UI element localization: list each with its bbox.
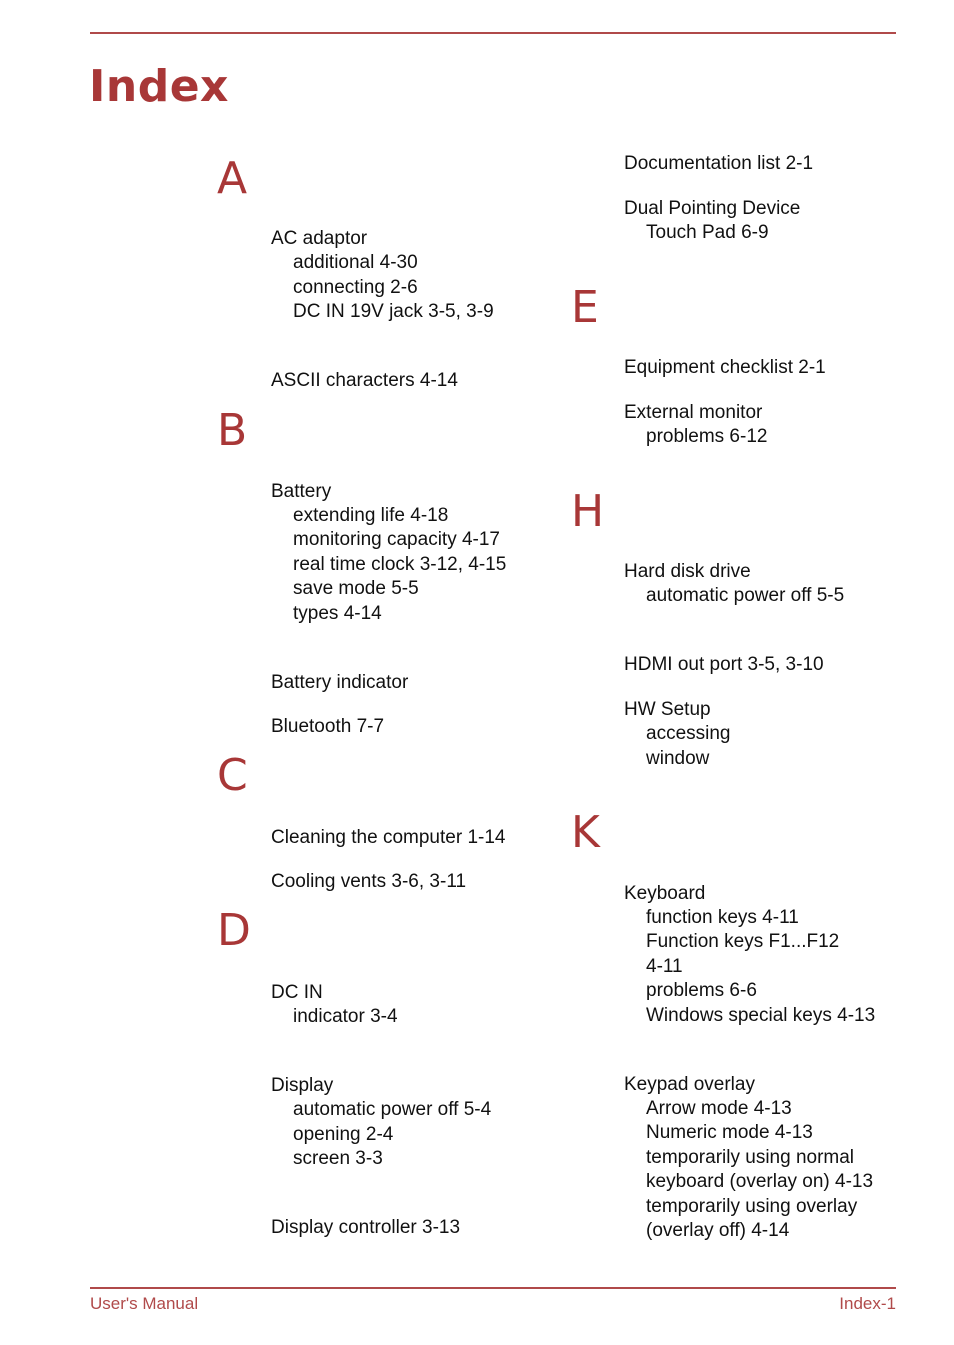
index-term-equipment-checklist: Equipment checklist 2-1 bbox=[624, 357, 826, 378]
section-letter-a: A bbox=[217, 153, 248, 204]
index-term-external-monitor: External monitor bbox=[624, 402, 763, 423]
index-subterm: 4-11 bbox=[646, 956, 683, 977]
index-term-battery: Battery bbox=[271, 481, 332, 502]
index-subterm: types 4-14 bbox=[293, 603, 382, 624]
index-term-cooling-vents: Cooling vents 3-6, 3-11 bbox=[271, 871, 467, 892]
index-term-hdmi-out-port: HDMI out port 3-5, 3-10 bbox=[624, 654, 824, 675]
header-rule bbox=[90, 32, 896, 34]
index-subterm: Function keys F1...F12 bbox=[646, 931, 840, 952]
index-subterm: accessing bbox=[646, 723, 731, 744]
index-term-dc-in: DC IN bbox=[271, 982, 323, 1003]
section-letter-k: K bbox=[571, 807, 600, 858]
index-subterm: window bbox=[646, 748, 710, 769]
section-letter-b: B bbox=[217, 405, 248, 456]
section-letter-e: E bbox=[571, 282, 599, 333]
index-term-battery-indicator: Battery indicator bbox=[271, 672, 409, 693]
index-subterm: save mode 5-5 bbox=[293, 578, 419, 599]
index-subterm: function keys 4-11 bbox=[646, 907, 799, 928]
index-subterm: connecting 2-6 bbox=[293, 277, 418, 298]
index-term-display: Display bbox=[271, 1075, 334, 1096]
index-term-documentation-list: Documentation list 2-1 bbox=[624, 153, 814, 174]
index-subterm: DC IN 19V jack 3-5, 3-9 bbox=[293, 301, 494, 322]
footer-manual-title: User's Manual bbox=[90, 1294, 199, 1313]
index-subterm: problems 6-12 bbox=[646, 426, 768, 447]
index-subterm: screen 3-3 bbox=[293, 1148, 383, 1169]
index-subterm: problems 6-6 bbox=[646, 980, 757, 1001]
section-letter-d: D bbox=[217, 905, 251, 956]
index-subterm: opening 2-4 bbox=[293, 1124, 394, 1145]
index-subterm: automatic power off 5-5 bbox=[646, 585, 845, 606]
index-subterm: keyboard (overlay on) 4-13 bbox=[646, 1171, 874, 1192]
index-subterm: extending life 4-18 bbox=[293, 505, 449, 526]
index-subterm: (overlay off) 4-14 bbox=[646, 1220, 790, 1241]
index-subterm: Windows special keys 4-13 bbox=[646, 1005, 876, 1026]
index-term-ac-adaptor: AC adaptor bbox=[271, 228, 368, 249]
index-subterm: temporarily using overlay bbox=[646, 1196, 858, 1217]
section-letter-h: H bbox=[571, 486, 605, 537]
footer-page-number: Index-1 bbox=[839, 1294, 896, 1313]
index-subterm: indicator 3-4 bbox=[293, 1006, 398, 1027]
index-term-hard-disk-drive: Hard disk drive bbox=[624, 561, 751, 582]
index-term-keyboard: Keyboard bbox=[624, 883, 706, 904]
index-term-dual-pointing-device: Dual Pointing Device bbox=[624, 198, 801, 219]
index-subterm: temporarily using normal bbox=[646, 1147, 855, 1168]
index-subterm: Touch Pad 6-9 bbox=[646, 222, 769, 243]
index-term-display-controller: Display controller 3-13 bbox=[271, 1217, 461, 1238]
index-term-cleaning: Cleaning the computer 1-14 bbox=[271, 827, 506, 848]
index-subterm: real time clock 3-12, 4-15 bbox=[293, 554, 507, 575]
page-title: Index bbox=[89, 61, 229, 112]
index-subterm: monitoring capacity 4-17 bbox=[293, 529, 500, 550]
section-letter-c: C bbox=[217, 750, 248, 801]
index-subterm: additional 4-30 bbox=[293, 252, 418, 273]
index-term-bluetooth: Bluetooth 7-7 bbox=[271, 716, 385, 737]
index-subterm: Numeric mode 4-13 bbox=[646, 1122, 813, 1143]
index-subterm: automatic power off 5-4 bbox=[293, 1099, 492, 1120]
index-term-keypad-overlay: Keypad overlay bbox=[624, 1074, 755, 1095]
index-term-hw-setup: HW Setup bbox=[624, 699, 711, 720]
index-subterm: Arrow mode 4-13 bbox=[646, 1098, 792, 1119]
index-term-ascii: ASCII characters 4-14 bbox=[271, 370, 458, 391]
footer-rule bbox=[90, 1287, 896, 1289]
